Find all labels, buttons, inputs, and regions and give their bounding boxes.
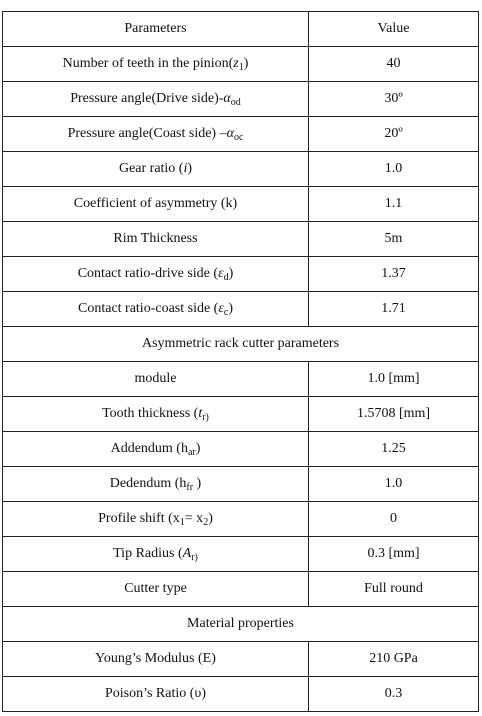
param-value: 0.3	[309, 677, 479, 712]
label-text: Addendum (h	[110, 441, 188, 456]
label-text: Pressure angle(Drive side)-	[70, 91, 224, 106]
label-text: Tooth thickness (	[102, 406, 199, 421]
subscript: od	[230, 97, 241, 108]
subscript: r)	[202, 412, 209, 423]
symbol: z	[233, 56, 239, 71]
symbol: ε	[218, 266, 224, 281]
label-text: = x	[184, 511, 204, 526]
param-value: Full round	[309, 572, 479, 607]
table-row	[3, 292, 479, 327]
param-label	[3, 47, 309, 82]
param-label	[3, 537, 309, 572]
param-value: 210 GPa	[309, 642, 479, 677]
param-value: 1.1	[309, 187, 479, 222]
table-row	[3, 257, 479, 292]
param-label	[3, 152, 309, 187]
param-label	[3, 432, 309, 467]
param-value: 5m	[309, 222, 479, 257]
param-value: 1.25	[309, 432, 479, 467]
param-label	[3, 257, 309, 292]
subscript: 1	[238, 62, 244, 73]
label-text: Number of teeth in the pinion(	[62, 56, 234, 71]
label-text: Tip Radius (	[113, 546, 183, 561]
table-row	[3, 467, 479, 502]
param-label	[3, 467, 309, 502]
label-text: Gear ratio (	[118, 161, 184, 176]
symbol: A	[182, 546, 192, 561]
table-row	[3, 47, 479, 82]
subscript: oc	[233, 132, 244, 143]
param-label: module	[3, 362, 309, 397]
param-value: 1.37	[309, 257, 479, 292]
label-text: Pressure angle(Coast side) –	[67, 126, 227, 141]
param-label: Cutter type	[3, 572, 309, 607]
label-text: )	[187, 161, 193, 176]
param-label	[3, 397, 309, 432]
label-text: Profile shift (x	[98, 511, 180, 526]
param-label	[3, 292, 309, 327]
section-header-row	[3, 327, 479, 362]
table-row	[3, 397, 479, 432]
param-value: 1.5708 [mm]	[309, 397, 479, 432]
table-header-row	[3, 12, 479, 47]
section-header-row	[3, 607, 479, 642]
param-label: Young’s Modulus (E)	[3, 642, 309, 677]
table-row	[3, 432, 479, 467]
param-value: 1.71	[309, 292, 479, 327]
table-row	[3, 572, 479, 607]
section-material-title: Material properties	[3, 607, 479, 642]
table-row	[3, 117, 479, 152]
symbol: α	[226, 126, 234, 141]
symbol: t	[198, 406, 203, 421]
symbol: i	[183, 161, 188, 176]
label-text: )	[228, 266, 234, 281]
section-cutter-title: Asymmetric rack cutter parameters	[3, 327, 479, 362]
param-label: Coefficient of asymmetry (k)	[3, 187, 309, 222]
param-value: 30º	[309, 82, 479, 117]
label-text: )	[195, 441, 201, 456]
table-row	[3, 187, 479, 222]
table-row	[3, 222, 479, 257]
label-text: Contact ratio-coast side (	[78, 301, 219, 316]
param-label: Rim Thickness	[3, 222, 309, 257]
table-row	[3, 642, 479, 677]
param-label: Poison’s Ratio (υ)	[3, 677, 309, 712]
label-text: )	[193, 476, 202, 491]
header-parameters: Parameters	[3, 12, 309, 47]
table-row	[3, 677, 479, 712]
param-value: 20º	[309, 117, 479, 152]
table-row	[3, 362, 479, 397]
subscript: fr	[186, 482, 194, 493]
param-value: 1.0 [mm]	[309, 362, 479, 397]
subscript: d	[223, 272, 229, 283]
symbol: ε	[218, 301, 224, 316]
label-text: )	[208, 511, 213, 526]
parameters-table	[2, 11, 479, 712]
label-text: Contact ratio-drive side (	[77, 266, 219, 281]
subscript: 1	[179, 517, 185, 528]
label-text: Dedendum (h	[109, 476, 187, 491]
param-value: 0.3 [mm]	[309, 537, 479, 572]
table-row	[3, 502, 479, 537]
param-label	[3, 82, 309, 117]
subscript: r)	[191, 552, 198, 563]
param-value: 40	[309, 47, 479, 82]
table-row	[3, 152, 479, 187]
param-label	[3, 117, 309, 152]
subscript: ar	[187, 447, 196, 458]
label-text: )	[228, 301, 233, 316]
header-value: Value	[309, 12, 479, 47]
param-value: 1.0	[309, 152, 479, 187]
param-value: 0	[309, 502, 479, 537]
param-label	[3, 502, 309, 537]
table-row	[3, 537, 479, 572]
subscript: 2	[203, 517, 209, 528]
label-text: )	[243, 56, 249, 71]
symbol: α	[223, 91, 231, 106]
table-row	[3, 82, 479, 117]
param-value: 1.0	[309, 467, 479, 502]
subscript: c	[223, 307, 229, 318]
